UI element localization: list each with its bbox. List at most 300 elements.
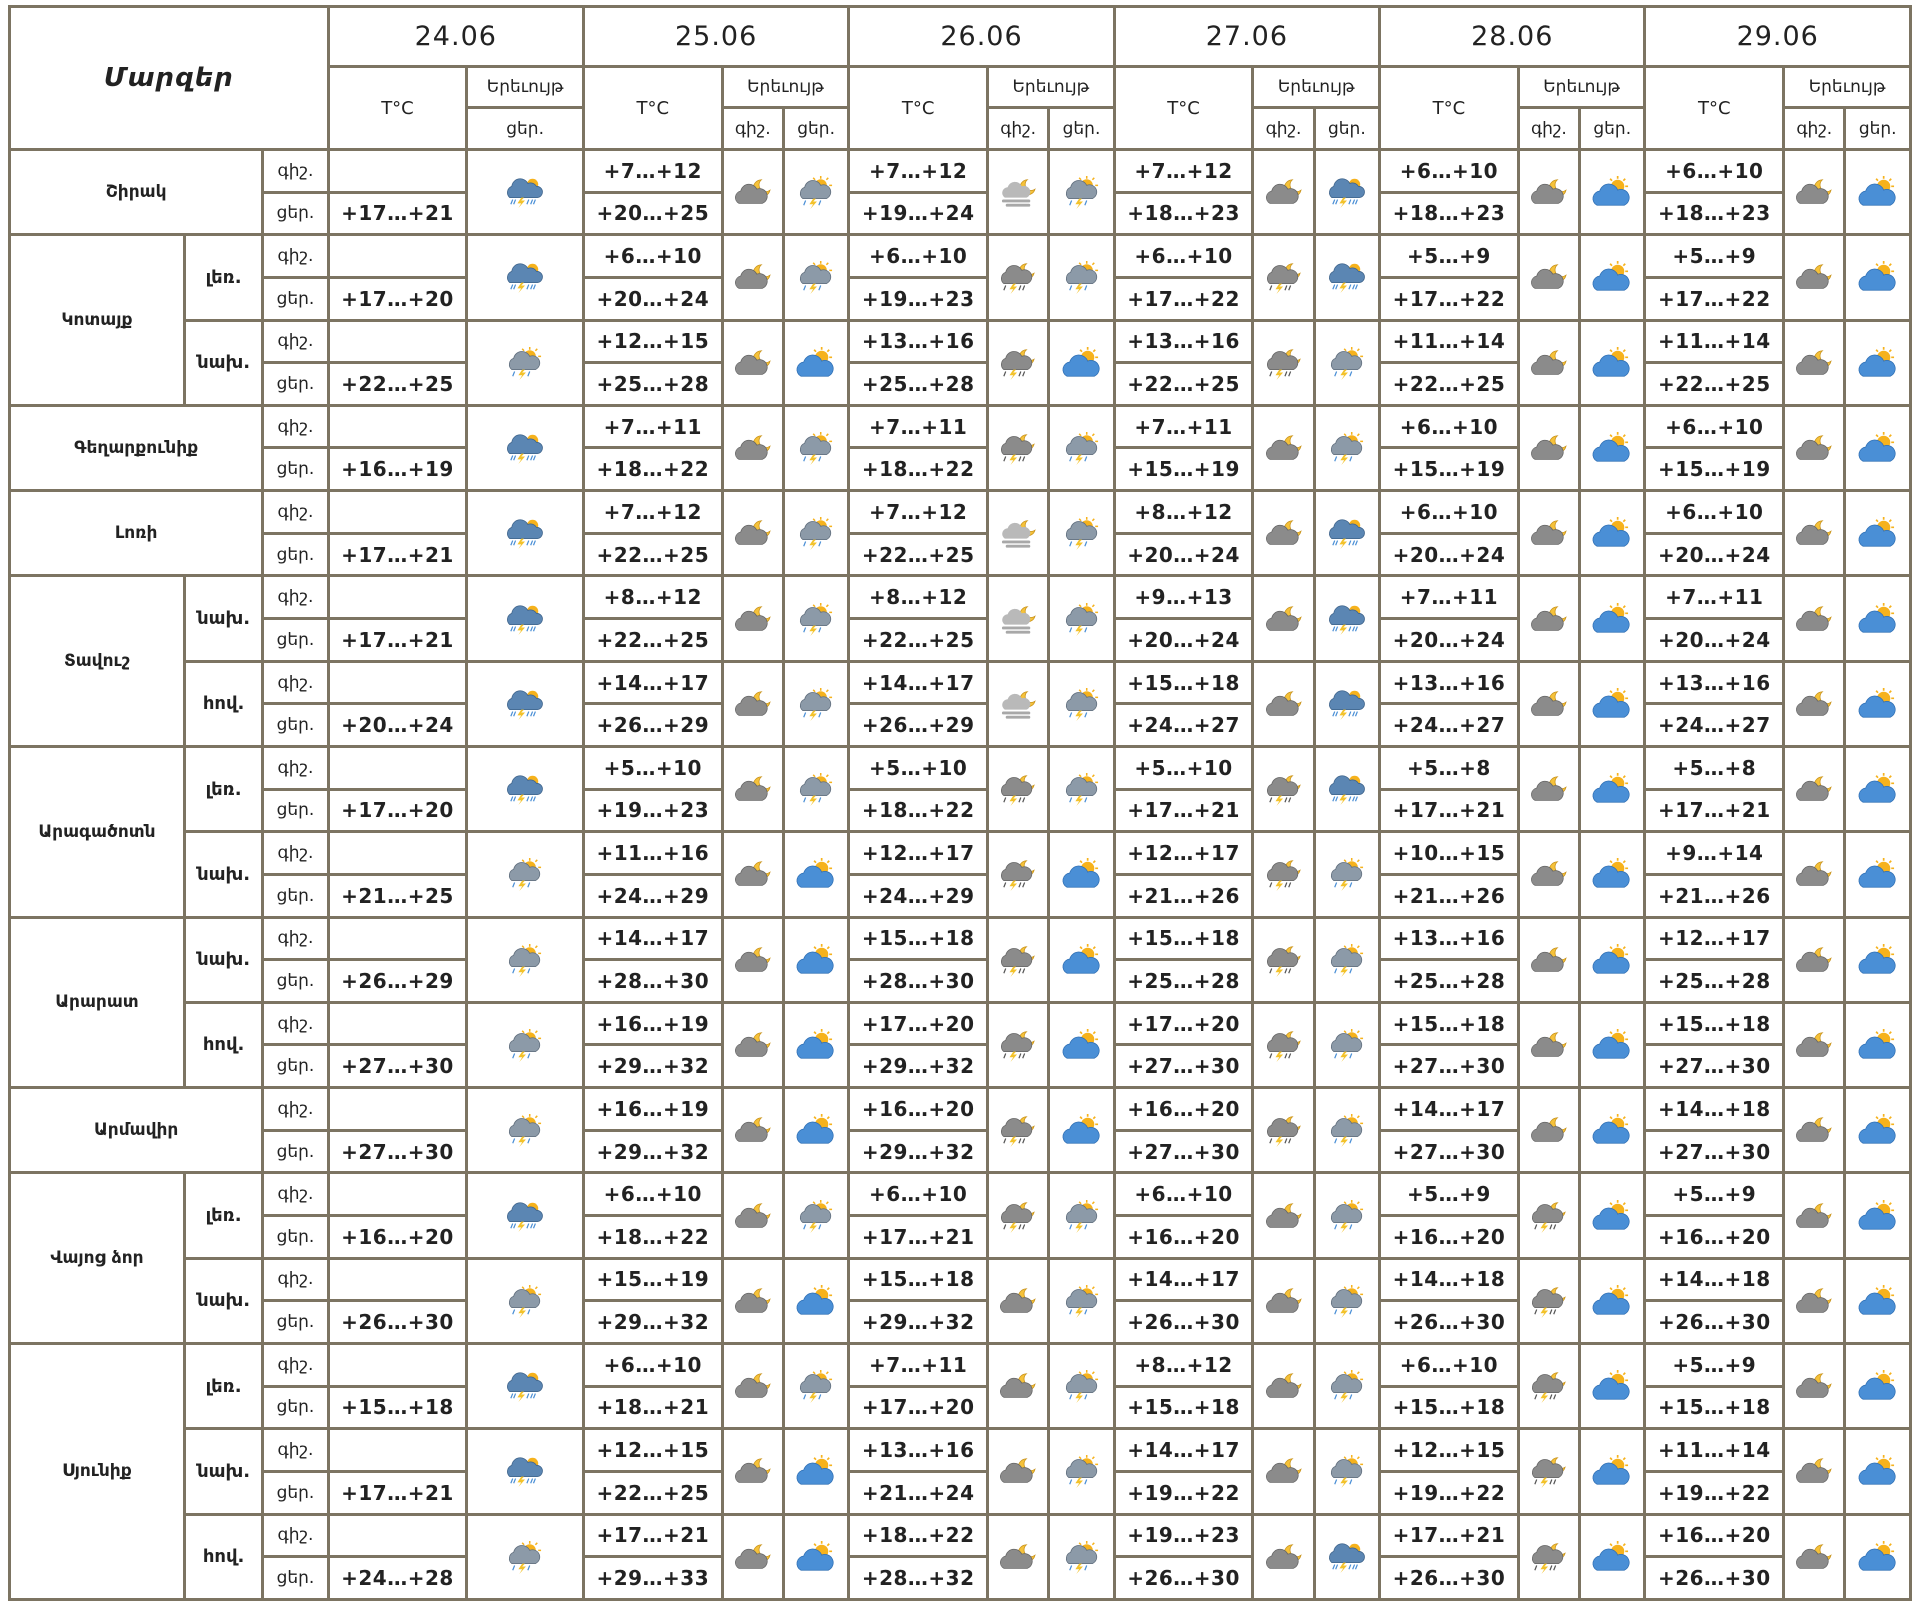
cloud-sun-icon (1856, 1284, 1900, 1318)
day-temp: +20…+24 (1380, 533, 1519, 576)
cloud-sun-thunder-icon (794, 175, 838, 209)
day-temp: +17…+21 (1114, 789, 1253, 832)
temp-header: T°C (328, 67, 467, 150)
temp-header: T°C (849, 67, 988, 150)
day-temp: +18…+22 (849, 448, 988, 491)
day-weather (1845, 917, 1911, 1002)
night-temp: +14…+17 (583, 917, 722, 960)
night-weather (1784, 917, 1845, 1002)
night-temp: +8…+12 (583, 576, 722, 619)
day-weather (1049, 1429, 1114, 1514)
day-label: ցեր. (263, 1130, 328, 1173)
day-temp: +20…+25 (583, 192, 722, 235)
night-temp: +13…+16 (1114, 320, 1253, 363)
night-weather (722, 746, 783, 831)
night-temp: +14…+17 (1114, 1258, 1253, 1301)
night-weather (722, 1343, 783, 1428)
cloud-sun-icon (1590, 857, 1634, 891)
cloud-sun-icon (1856, 175, 1900, 209)
day-subheader: ցեր. (1314, 108, 1379, 150)
day-temp: +25…+28 (1114, 960, 1253, 1003)
weather-cell (467, 491, 584, 576)
day-weather (1845, 661, 1911, 746)
day-weather (1580, 235, 1645, 320)
day-temp: +22…+25 (583, 533, 722, 576)
zone-name: նախ. (184, 1429, 262, 1514)
day-temp: +29…+33 (583, 1557, 722, 1600)
cloud-sun-thunder-icon (1060, 687, 1104, 721)
cloud-sun-icon (1590, 1113, 1634, 1147)
cloud-moon-icon (731, 346, 775, 380)
storm-cloud-icon (503, 175, 547, 209)
cloud-sun-thunder-icon (794, 687, 838, 721)
night-weather (988, 917, 1049, 1002)
night-weather (1253, 1514, 1314, 1600)
weather-cell (467, 661, 584, 746)
temp-value (328, 320, 467, 363)
day-weather (1314, 405, 1379, 490)
cloud-moon-icon (996, 1540, 1040, 1574)
night-temp: +5…+8 (1380, 746, 1519, 789)
night-temp: +15…+18 (1380, 1002, 1519, 1045)
day-temp: +15…+18 (328, 1386, 467, 1429)
night-weather (1518, 491, 1579, 576)
weather-cell (467, 917, 584, 1002)
cloud-moon-icon (1262, 516, 1306, 550)
day-weather (1580, 746, 1645, 831)
cloud-moon-icon (1527, 175, 1571, 209)
night-temp: +6…+10 (583, 1173, 722, 1216)
night-weather (988, 405, 1049, 490)
table-row (10, 1088, 1911, 1131)
night-weather (1253, 832, 1314, 917)
day-temp: +24…+27 (1114, 704, 1253, 747)
night-temp: +14…+18 (1645, 1088, 1784, 1131)
cloud-sun-icon (1060, 346, 1104, 380)
day-weather (1580, 150, 1645, 235)
temp-value (328, 1514, 467, 1557)
day-weather (1314, 1429, 1379, 1514)
cloud-sun-icon (1856, 687, 1900, 721)
cloud-moon-thunder-icon (1262, 260, 1306, 294)
night-temp: +7…+11 (849, 1343, 988, 1386)
temp-value (328, 1173, 467, 1216)
cloud-moon-icon (731, 260, 775, 294)
cloud-sun-icon (1590, 943, 1634, 977)
day-temp: +29…+32 (583, 1301, 722, 1344)
cloud-sun-icon (794, 1284, 838, 1318)
cloud-moon-icon (1527, 260, 1571, 294)
cloud-sun-thunder-icon (1060, 1369, 1104, 1403)
night-weather (1784, 1173, 1845, 1258)
storm-cloud-icon (503, 1454, 547, 1488)
cloud-moon-thunder-icon (996, 943, 1040, 977)
temp-value (328, 576, 467, 619)
night-temp: +18…+22 (849, 1514, 988, 1557)
day-weather (1049, 1258, 1114, 1343)
day-temp: +17…+20 (328, 277, 467, 320)
cloud-moon-icon (1792, 175, 1836, 209)
night-label: գիշ. (263, 917, 328, 960)
cloud-moon-icon (1262, 1540, 1306, 1574)
night-weather (988, 1258, 1049, 1343)
day-temp: +22…+25 (583, 619, 722, 662)
region-name: Գեղարքունիք (10, 405, 263, 490)
night-weather (1784, 576, 1845, 661)
day-temp: +17…+21 (328, 619, 467, 662)
cloud-sun-icon (794, 346, 838, 380)
table-row (10, 832, 1911, 875)
day-temp: +29…+32 (849, 1301, 988, 1344)
storm-cloud-icon (1325, 687, 1369, 721)
day-weather (1049, 150, 1114, 235)
day-weather (1049, 576, 1114, 661)
weather-cell (467, 1173, 584, 1258)
day-temp: +16…+20 (1380, 1216, 1519, 1259)
day-temp: +17…+20 (328, 789, 467, 832)
cloud-sun-icon (1856, 1369, 1900, 1403)
day-weather (1580, 1002, 1645, 1087)
day-temp: +18…+22 (583, 448, 722, 491)
night-label: գիշ. (263, 746, 328, 789)
cloud-sun-icon (1590, 1540, 1634, 1574)
storm-cloud-icon (503, 602, 547, 636)
day-temp: +21…+26 (1380, 874, 1519, 917)
night-label: գիշ. (263, 1088, 328, 1131)
cloud-moon-thunder-icon (1527, 1540, 1571, 1574)
cloud-sun-icon (1856, 346, 1900, 380)
night-label: գիշ. (263, 1173, 328, 1216)
day-label: ցեր. (263, 1557, 328, 1600)
precip-header: Երեւույթ (467, 67, 584, 108)
cloud-moon-icon (731, 1028, 775, 1062)
day-temp: +20…+24 (1645, 619, 1784, 662)
night-temp: +9…+13 (1114, 576, 1253, 619)
day-weather (1049, 661, 1114, 746)
cloud-moon-icon (1792, 687, 1836, 721)
night-weather (1784, 491, 1845, 576)
day-temp: +26…+30 (328, 1301, 467, 1344)
night-temp: +12…+15 (1380, 1429, 1519, 1472)
day-temp: +20…+24 (1645, 533, 1784, 576)
day-weather (1580, 1173, 1645, 1258)
day-subheader: ցեր. (1580, 108, 1645, 150)
day-weather (1845, 832, 1911, 917)
night-weather (722, 320, 783, 405)
cloud-moon-icon (1527, 857, 1571, 891)
night-temp: +15…+18 (1114, 661, 1253, 704)
storm-cloud-icon (1325, 772, 1369, 806)
table-row (10, 1514, 1911, 1557)
day-temp: +26…+30 (1380, 1301, 1519, 1344)
day-weather (1049, 491, 1114, 576)
cloud-moon-icon (1792, 346, 1836, 380)
day-weather (783, 1258, 848, 1343)
night-temp: +8…+12 (1114, 491, 1253, 534)
day-temp: +19…+22 (1380, 1471, 1519, 1514)
day-temp: +20…+24 (1380, 619, 1519, 662)
temp-header: T°C (1645, 67, 1784, 150)
day-temp: +29…+32 (849, 1130, 988, 1173)
day-temp: +25…+28 (1380, 960, 1519, 1003)
night-subheader: գիշ. (1518, 108, 1579, 150)
night-weather (1253, 491, 1314, 576)
cloud-sun-thunder-icon (1325, 943, 1369, 977)
cloud-moon-icon (1792, 943, 1836, 977)
night-temp: +6…+10 (583, 1343, 722, 1386)
day-temp: +26…+30 (1645, 1301, 1784, 1344)
fog-moon-icon (996, 602, 1040, 636)
weather-cell (467, 1258, 584, 1343)
day-temp: +29…+32 (583, 1045, 722, 1088)
night-label: գիշ. (263, 1258, 328, 1301)
day-weather (1314, 1173, 1379, 1258)
day-temp: +26…+29 (328, 960, 467, 1003)
night-temp: +14…+17 (1380, 1088, 1519, 1131)
day-weather (1314, 1514, 1379, 1600)
weather-cell (467, 832, 584, 917)
day-weather (1580, 491, 1645, 576)
night-weather (1518, 1429, 1579, 1514)
day-temp: +22…+25 (1645, 363, 1784, 406)
day-temp: +26…+29 (849, 704, 988, 747)
day-weather (1845, 1429, 1911, 1514)
cloud-moon-icon (1792, 1284, 1836, 1318)
cloud-moon-thunder-icon (1527, 1199, 1571, 1233)
cloud-moon-icon (1527, 346, 1571, 380)
night-temp: +15…+18 (1114, 917, 1253, 960)
temp-value (328, 1088, 467, 1131)
day-temp: +19…+23 (583, 789, 722, 832)
day-temp: +25…+28 (849, 363, 988, 406)
day-temp: +15…+18 (1380, 1386, 1519, 1429)
night-weather (1253, 576, 1314, 661)
night-weather (988, 235, 1049, 320)
day-temp: +20…+24 (328, 704, 467, 747)
table-row (10, 1429, 1911, 1472)
cloud-moon-thunder-icon (996, 1028, 1040, 1062)
cloud-moon-icon (731, 1284, 775, 1318)
night-temp: +6…+10 (1380, 150, 1519, 193)
cloud-moon-icon (1792, 772, 1836, 806)
night-temp: +17…+20 (849, 1002, 988, 1045)
day-temp: +15…+18 (1645, 1386, 1784, 1429)
storm-cloud-icon (1325, 1540, 1369, 1574)
fog-moon-icon (996, 516, 1040, 550)
cloud-moon-thunder-icon (1527, 1369, 1571, 1403)
cloud-moon-icon (996, 1284, 1040, 1318)
night-temp: +5…+9 (1645, 235, 1784, 278)
night-temp: +5…+10 (849, 746, 988, 789)
day-temp: +27…+30 (1380, 1045, 1519, 1088)
night-weather (1518, 405, 1579, 490)
cloud-sun-icon (794, 1113, 838, 1147)
night-label: գիշ. (263, 320, 328, 363)
cloud-sun-thunder-icon (1325, 1369, 1369, 1403)
night-temp: +6…+10 (1380, 405, 1519, 448)
night-temp: +6…+10 (1114, 1173, 1253, 1216)
region-name: Տավուշ (10, 576, 185, 747)
cloud-moon-icon (1792, 516, 1836, 550)
cloud-moon-thunder-icon (996, 857, 1040, 891)
night-weather (988, 1002, 1049, 1087)
region-name: Արագածոտն (10, 746, 185, 917)
cloud-sun-icon (1590, 602, 1634, 636)
day-weather (1314, 832, 1379, 917)
night-temp: +5…+9 (1380, 235, 1519, 278)
zone-name: հով. (184, 1002, 262, 1087)
night-temp: +7…+11 (849, 405, 988, 448)
day-temp: +21…+26 (1114, 874, 1253, 917)
cloud-moon-thunder-icon (996, 346, 1040, 380)
cloud-moon-icon (1792, 1113, 1836, 1147)
night-weather (988, 1514, 1049, 1600)
night-temp: +6…+10 (849, 1173, 988, 1216)
day-weather (783, 832, 848, 917)
night-weather (988, 150, 1049, 235)
weather-cell (467, 1514, 584, 1600)
night-temp: +7…+12 (849, 150, 988, 193)
night-label: գիշ. (263, 235, 328, 278)
cloud-moon-thunder-icon (1262, 1028, 1306, 1062)
day-label: ցեր. (263, 533, 328, 576)
day-weather (1845, 320, 1911, 405)
day-temp: +27…+30 (328, 1045, 467, 1088)
cloud-sun-icon (1590, 431, 1634, 465)
night-temp: +15…+18 (849, 1258, 988, 1301)
day-temp: +24…+29 (583, 874, 722, 917)
day-temp: +26…+30 (1380, 1557, 1519, 1600)
day-weather (1049, 1088, 1114, 1173)
day-weather (1845, 576, 1911, 661)
day-temp: +15…+19 (1380, 448, 1519, 491)
cloud-sun-thunder-icon (1325, 346, 1369, 380)
day-weather (1580, 1088, 1645, 1173)
cloud-moon-icon (1262, 1369, 1306, 1403)
day-weather (1314, 746, 1379, 831)
day-weather (1049, 235, 1114, 320)
zone-name: նախ. (184, 917, 262, 1002)
day-weather (1580, 1258, 1645, 1343)
night-temp: +5…+9 (1645, 1173, 1784, 1216)
cloud-sun-icon (1590, 346, 1634, 380)
cloud-sun-icon (1856, 516, 1900, 550)
night-weather (722, 1514, 783, 1600)
cloud-sun-thunder-icon (1060, 1284, 1104, 1318)
day-weather (1845, 1088, 1911, 1173)
night-weather (1518, 235, 1579, 320)
night-weather (722, 491, 783, 576)
day-temp: +20…+24 (583, 277, 722, 320)
date-header: 27.06 (1114, 7, 1379, 67)
day-weather (1580, 917, 1645, 1002)
night-temp: +11…+14 (1380, 320, 1519, 363)
night-temp: +6…+10 (1645, 405, 1784, 448)
day-temp: +27…+30 (1114, 1045, 1253, 1088)
cloud-moon-thunder-icon (996, 260, 1040, 294)
table-row (10, 746, 1911, 789)
cloud-sun-thunder-icon (1060, 1454, 1104, 1488)
night-label: գիշ. (263, 576, 328, 619)
night-weather (1253, 1429, 1314, 1514)
night-weather (1253, 1002, 1314, 1087)
day-weather (1580, 661, 1645, 746)
night-temp: +13…+16 (1380, 661, 1519, 704)
night-weather (1784, 832, 1845, 917)
cloud-sun-thunder-icon (794, 1199, 838, 1233)
day-label: ցեր. (263, 874, 328, 917)
day-label: ցեր. (263, 619, 328, 662)
region-name: Շիրակ (10, 150, 263, 235)
day-temp: +28…+32 (849, 1557, 988, 1600)
day-weather (1845, 1258, 1911, 1343)
cloud-moon-thunder-icon (996, 772, 1040, 806)
cloud-sun-thunder-icon (503, 1540, 547, 1574)
night-label: գիշ. (263, 832, 328, 875)
night-weather (988, 661, 1049, 746)
day-temp: +16…+20 (1114, 1216, 1253, 1259)
night-temp: +6…+10 (1645, 491, 1784, 534)
date-header: 24.06 (328, 7, 583, 67)
day-weather (1845, 1514, 1911, 1600)
day-temp: +25…+28 (1645, 960, 1784, 1003)
night-temp: +5…+10 (583, 746, 722, 789)
cloud-moon-icon (1792, 1028, 1836, 1062)
cloud-sun-icon (1856, 1199, 1900, 1233)
date-header: 28.06 (1380, 7, 1645, 67)
day-weather (1845, 491, 1911, 576)
day-weather (1049, 1173, 1114, 1258)
night-weather (1784, 1429, 1845, 1514)
cloud-sun-thunder-icon (503, 346, 547, 380)
night-weather (1253, 1343, 1314, 1428)
day-label: ցեր. (263, 960, 328, 1003)
night-temp: +7…+12 (849, 491, 988, 534)
table-row (10, 576, 1911, 619)
cloud-moon-icon (731, 1540, 775, 1574)
day-weather (1314, 1343, 1379, 1428)
night-weather (722, 1258, 783, 1343)
cloud-sun-thunder-icon (503, 1284, 547, 1318)
table-row (10, 661, 1911, 704)
region-name: Կոտայք (10, 235, 185, 406)
night-weather (722, 832, 783, 917)
day-weather (783, 405, 848, 490)
night-temp: +5…+10 (1114, 746, 1253, 789)
night-weather (1253, 1173, 1314, 1258)
cloud-sun-thunder-icon (794, 260, 838, 294)
cloud-moon-thunder-icon (1262, 772, 1306, 806)
cloud-moon-icon (1262, 431, 1306, 465)
cloud-moon-icon (731, 175, 775, 209)
night-subheader: գիշ. (988, 108, 1049, 150)
precip-header: Երեւույթ (722, 67, 849, 108)
cloud-sun-icon (1856, 1028, 1900, 1062)
weather-cell (467, 235, 584, 320)
night-weather (1784, 661, 1845, 746)
day-weather (1845, 746, 1911, 831)
night-weather (1518, 661, 1579, 746)
day-weather (783, 1002, 848, 1087)
night-weather (1518, 320, 1579, 405)
cloud-sun-thunder-icon (1325, 1028, 1369, 1062)
weather-cell (467, 1343, 584, 1428)
night-weather (1253, 235, 1314, 320)
temp-value (328, 1343, 467, 1386)
temp-value (328, 235, 467, 278)
cloud-moon-icon (731, 516, 775, 550)
temp-header: T°C (583, 67, 722, 150)
